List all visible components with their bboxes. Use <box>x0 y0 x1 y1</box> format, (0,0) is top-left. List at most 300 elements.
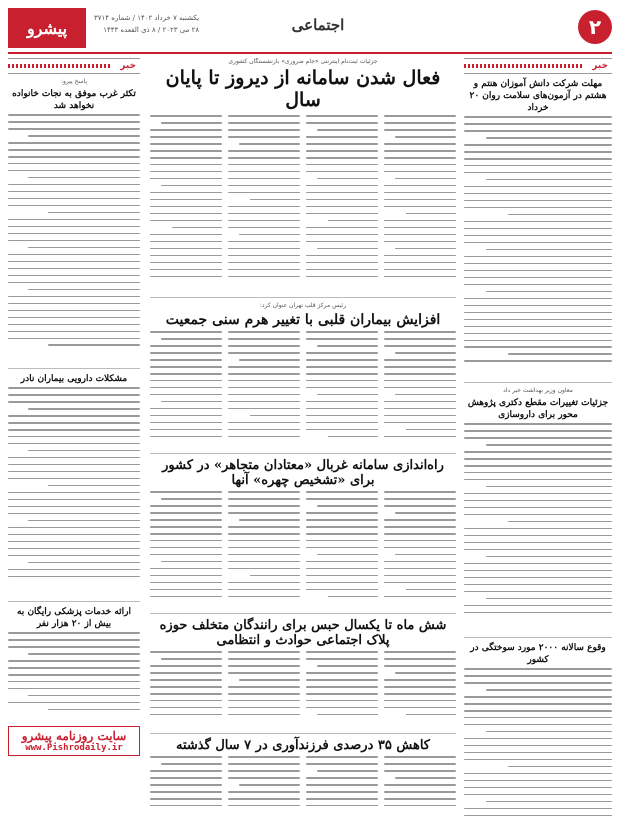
text-line <box>228 491 300 493</box>
text-line <box>306 269 378 271</box>
text-line <box>8 128 140 130</box>
text-line <box>306 373 378 375</box>
text-line <box>306 380 378 382</box>
text-line <box>508 353 612 355</box>
text-line <box>8 702 140 704</box>
text-line <box>306 422 378 424</box>
text-line <box>306 338 378 340</box>
text-line <box>8 261 140 263</box>
text-line <box>486 689 612 691</box>
text-line <box>384 658 456 660</box>
text-line <box>306 679 378 681</box>
text-line <box>464 528 612 530</box>
text-line <box>8 387 140 389</box>
text-line <box>306 276 378 278</box>
separator <box>150 733 456 734</box>
text-line <box>8 268 140 270</box>
text-line <box>8 632 140 634</box>
left-kicker-1: پاسخ پیرو: <box>60 78 87 85</box>
text-line <box>306 122 378 124</box>
text-line <box>228 213 300 215</box>
text-line <box>150 770 222 772</box>
text-line <box>464 326 612 328</box>
page-number: ۲ <box>578 10 612 44</box>
text-line <box>228 394 300 396</box>
text-line <box>384 185 456 187</box>
text-line <box>508 766 612 768</box>
text-line <box>464 333 612 335</box>
text-line <box>228 568 300 570</box>
issue-line-2: ۲۸ می ۲۰۲۳ / ۸ ذی القعده ۱۴۴۴ <box>103 26 200 34</box>
section-title: اجتماعی <box>291 16 345 34</box>
text-line <box>8 527 140 529</box>
issue-line-1: یکشنبه ۷ خرداد ۱۴۰۲ / شماره ۳۷۱۴ <box>94 14 200 22</box>
left-headline-3[interactable]: ارائه خدمات پزشکی رایگان به بیش از ۲۰ هزار نفر <box>16 607 132 629</box>
text-line <box>306 672 378 674</box>
text-line <box>306 213 378 215</box>
text-line <box>150 143 222 145</box>
text-line <box>8 422 140 424</box>
text-line <box>228 276 300 278</box>
text-line <box>8 275 140 277</box>
text-line <box>228 164 300 166</box>
text-line <box>384 596 456 598</box>
text-line <box>150 276 222 278</box>
text-line <box>464 773 612 775</box>
separator <box>8 601 140 602</box>
text-line <box>150 262 222 264</box>
text-line <box>8 219 140 221</box>
text-line <box>150 512 222 514</box>
text-line <box>395 136 456 138</box>
text-line <box>28 653 140 655</box>
text-line <box>464 437 612 439</box>
text-line <box>150 798 222 800</box>
text-line <box>150 192 222 194</box>
text-line <box>228 777 300 779</box>
text-line <box>150 115 222 117</box>
text-line <box>384 422 456 424</box>
text-line <box>384 262 456 264</box>
text-line <box>317 178 378 180</box>
text-line <box>306 415 378 417</box>
article-5-columns <box>150 756 456 820</box>
text-line <box>384 491 456 493</box>
text-line <box>8 324 140 326</box>
headline-drivers-penalty[interactable]: شش ماه تا یکسال حبس برای رانندگان متخلف حوزه پلاک اجتماعی حوادث و انتظامی <box>159 618 447 648</box>
text-line <box>150 582 222 584</box>
text-line <box>384 129 456 131</box>
text-line <box>486 291 612 293</box>
text-line <box>464 752 612 754</box>
text-line <box>464 165 612 167</box>
main-column <box>150 58 456 831</box>
text-line <box>384 331 456 333</box>
text-line <box>150 241 222 243</box>
text-line <box>384 436 456 438</box>
text-line <box>306 491 378 493</box>
text-col <box>228 491 300 609</box>
text-line <box>228 589 300 591</box>
text-line <box>384 798 456 800</box>
text-line <box>384 582 456 584</box>
text-line <box>306 185 378 187</box>
text-line <box>384 770 456 772</box>
text-line <box>228 422 300 424</box>
left-article-2-body <box>8 387 140 597</box>
ad-title: سایت روزنامه پیشرو <box>21 729 127 743</box>
text-line <box>464 612 612 614</box>
separator <box>464 637 612 638</box>
text-line <box>464 277 612 279</box>
text-line <box>306 366 378 368</box>
text-line <box>228 178 300 180</box>
text-line <box>228 269 300 271</box>
text-line <box>228 185 300 187</box>
text-line <box>8 429 140 431</box>
text-line <box>150 784 222 786</box>
text-line <box>8 338 140 340</box>
text-line <box>8 513 140 515</box>
text-line <box>464 186 612 188</box>
text-line <box>306 561 378 563</box>
text-line <box>464 479 612 481</box>
text-line <box>8 639 140 641</box>
text-line <box>150 415 222 417</box>
text-line <box>28 520 140 522</box>
news-label <box>464 58 612 74</box>
text-line <box>384 206 456 208</box>
article-1-columns <box>150 115 456 293</box>
text-line <box>464 319 612 321</box>
text-line <box>384 115 456 117</box>
text-line <box>306 658 378 660</box>
text-line <box>8 478 140 480</box>
text-line <box>306 387 378 389</box>
text-line <box>464 458 612 460</box>
text-line <box>464 668 612 670</box>
text-line <box>306 805 378 807</box>
text-line <box>8 296 140 298</box>
text-line <box>150 206 222 208</box>
text-line <box>306 568 378 570</box>
text-line <box>464 542 612 544</box>
text-line <box>464 423 612 425</box>
text-col <box>306 491 378 609</box>
text-line <box>464 284 612 286</box>
text-line <box>384 227 456 229</box>
text-line <box>384 269 456 271</box>
text-line <box>317 248 378 250</box>
text-line <box>150 387 222 389</box>
text-line <box>317 714 378 716</box>
text-line <box>150 554 222 556</box>
text-line <box>384 164 456 166</box>
text-line <box>306 651 378 653</box>
text-line <box>228 540 300 542</box>
text-line <box>306 547 378 549</box>
text-line <box>150 157 222 159</box>
text-line <box>384 345 456 347</box>
text-col <box>150 115 222 293</box>
text-line <box>464 207 612 209</box>
issue-info <box>94 12 199 36</box>
text-line <box>150 519 222 521</box>
text-line <box>250 415 300 417</box>
text-line <box>150 380 222 382</box>
text-line <box>306 763 378 765</box>
text-line <box>464 696 612 698</box>
separator <box>464 382 612 383</box>
text-line <box>464 221 612 223</box>
text-line <box>239 519 300 521</box>
text-line <box>317 394 378 396</box>
text-line <box>161 185 222 187</box>
text-line <box>161 561 222 563</box>
text-line <box>228 693 300 695</box>
text-line <box>150 429 222 431</box>
text-line <box>395 248 456 250</box>
text-line <box>384 540 456 542</box>
text-line <box>464 305 612 307</box>
text-line <box>228 248 300 250</box>
right-headline-2[interactable]: جزئیات تغییرات مقطع دکتری پژوهش محور برای داروسازی <box>467 398 609 420</box>
text-line <box>464 430 612 432</box>
text-line <box>8 198 140 200</box>
text-col <box>384 491 456 609</box>
text-line <box>306 206 378 208</box>
headline-heart-patients[interactable]: افزایش بیماران قلبی با تغییر هرم سنی جمعیت <box>165 312 441 328</box>
text-line <box>150 408 222 410</box>
text-line <box>306 512 378 514</box>
text-line <box>317 770 378 772</box>
main-headline[interactable]: فعال شدن سامانه از دیروز تا پایان سال <box>165 67 441 111</box>
text-line <box>150 255 222 257</box>
text-line <box>306 352 378 354</box>
text-line <box>464 724 612 726</box>
text-line <box>306 582 378 584</box>
text-line <box>150 436 222 438</box>
website-ad[interactable] <box>8 726 140 756</box>
text-line <box>384 763 456 765</box>
text-line <box>306 540 378 542</box>
text-line <box>150 269 222 271</box>
text-line <box>306 150 378 152</box>
ad-url[interactable]: www.Pishrodaily.ir <box>25 743 123 753</box>
text-line <box>150 693 222 695</box>
text-line <box>486 598 612 600</box>
text-line <box>464 235 612 237</box>
text-line <box>150 136 222 138</box>
text-line <box>464 312 612 314</box>
text-line <box>150 575 222 577</box>
text-line <box>8 506 140 508</box>
text-col <box>306 115 378 293</box>
text-line <box>306 784 378 786</box>
text-line <box>464 591 612 593</box>
text-line <box>8 660 140 662</box>
label-bar <box>8 64 112 68</box>
text-line <box>8 681 140 683</box>
text-line <box>228 366 300 368</box>
text-line <box>172 227 222 229</box>
text-line <box>395 672 456 674</box>
text-line <box>328 596 378 598</box>
text-line <box>228 345 300 347</box>
left-column <box>8 58 140 831</box>
text-line <box>384 387 456 389</box>
text-line <box>464 228 612 230</box>
text-line <box>406 429 456 431</box>
text-line <box>464 808 612 810</box>
text-line <box>306 143 378 145</box>
text-line <box>384 700 456 702</box>
text-line <box>150 234 222 236</box>
text-line <box>306 693 378 695</box>
text-line <box>384 526 456 528</box>
text-line <box>150 129 222 131</box>
text-line <box>384 707 456 709</box>
text-line <box>8 170 140 172</box>
text-line <box>384 686 456 688</box>
text-line <box>239 359 300 361</box>
text-line <box>228 498 300 500</box>
text-line <box>384 519 456 521</box>
text-line <box>228 401 300 403</box>
text-line <box>464 710 612 712</box>
text-line <box>8 233 140 235</box>
text-line <box>8 121 140 123</box>
text-line <box>384 171 456 173</box>
text-line <box>228 526 300 528</box>
text-line <box>395 554 456 556</box>
text-line <box>150 366 222 368</box>
text-line <box>464 717 612 719</box>
headline-addicts-system[interactable]: راه‌اندازی سامانه غربال «معتادان متجاهر» در کشور برای «تشخیص چهره» آنها <box>162 458 444 488</box>
text-line <box>306 533 378 535</box>
text-line <box>150 359 222 361</box>
text-line <box>28 247 140 249</box>
text-line <box>228 241 300 243</box>
text-line <box>464 270 612 272</box>
text-line <box>8 226 140 228</box>
text-line <box>384 401 456 403</box>
text-line <box>228 136 300 138</box>
text-line <box>8 191 140 193</box>
text-line <box>486 137 612 139</box>
headline-fertility[interactable]: کاهش ۳۵ درصدی فرزندآوری در ۷ سال گذشته <box>176 738 430 753</box>
right-headline-1[interactable]: مهلت شرکت دانش آموزان هنتم و هشتم در آزمون‌های سلامت روان ۲۰ خرداد <box>469 79 607 113</box>
text-line <box>150 547 222 549</box>
text-line <box>464 780 612 782</box>
text-line <box>150 331 222 333</box>
text-line <box>8 415 140 417</box>
text-line <box>161 401 222 403</box>
text-line <box>150 707 222 709</box>
text-line <box>8 310 140 312</box>
left-headline-1[interactable]: تکثر غرب موفق به نجات خانواده نخواهد شد <box>12 89 136 111</box>
text-line <box>8 674 140 676</box>
text-line <box>228 672 300 674</box>
text-line <box>464 682 612 684</box>
text-line <box>228 798 300 800</box>
text-line <box>328 220 378 222</box>
text-line <box>384 276 456 278</box>
text-line <box>384 561 456 563</box>
text-col <box>306 756 378 820</box>
text-line <box>8 149 140 151</box>
text-line <box>161 658 222 660</box>
text-line <box>150 568 222 570</box>
news-label-text: خبر <box>116 61 140 71</box>
text-line <box>306 401 378 403</box>
text-line <box>8 471 140 473</box>
text-col <box>384 331 456 449</box>
text-line <box>150 213 222 215</box>
text-line <box>48 709 140 711</box>
text-line <box>306 589 378 591</box>
left-headline-2[interactable]: مشکلات دارویی بیماران نادر <box>20 374 128 384</box>
text-line <box>486 556 612 558</box>
text-line <box>464 172 612 174</box>
text-line <box>464 703 612 705</box>
text-line <box>8 688 140 690</box>
text-line <box>8 646 140 648</box>
newspaper-logo[interactable]: پیشرو <box>8 8 86 48</box>
text-line <box>228 150 300 152</box>
label-bar <box>464 64 584 68</box>
text-line <box>228 505 300 507</box>
text-line <box>464 158 612 160</box>
text-line <box>8 555 140 557</box>
text-line <box>328 436 378 438</box>
text-line <box>228 122 300 124</box>
text-line <box>395 178 456 180</box>
text-line <box>228 157 300 159</box>
text-line <box>384 234 456 236</box>
text-line <box>228 220 300 222</box>
text-col <box>384 756 456 820</box>
text-line <box>150 679 222 681</box>
text-line <box>384 505 456 507</box>
text-line <box>384 784 456 786</box>
text-line <box>306 686 378 688</box>
right-headline-3[interactable]: وقوع سالانه ۲۰۰۰ مورد سوختگی در کشور <box>470 643 606 665</box>
text-line <box>306 241 378 243</box>
right-article-3-body <box>464 668 612 828</box>
text-line <box>150 791 222 793</box>
text-line <box>150 422 222 424</box>
text-line <box>464 242 612 244</box>
text-line <box>306 498 378 500</box>
text-line <box>306 408 378 410</box>
news-label-text: خبر <box>588 61 612 71</box>
text-line <box>384 498 456 500</box>
separator <box>150 297 456 298</box>
text-line <box>464 745 612 747</box>
text-line <box>464 263 612 265</box>
text-line <box>464 116 612 118</box>
text-line <box>150 665 222 667</box>
text-line <box>464 570 612 572</box>
text-line <box>228 714 300 716</box>
text-line <box>395 777 456 779</box>
text-line <box>384 679 456 681</box>
text-line <box>384 568 456 570</box>
text-line <box>384 338 456 340</box>
text-line <box>464 200 612 202</box>
text-col <box>384 651 456 729</box>
